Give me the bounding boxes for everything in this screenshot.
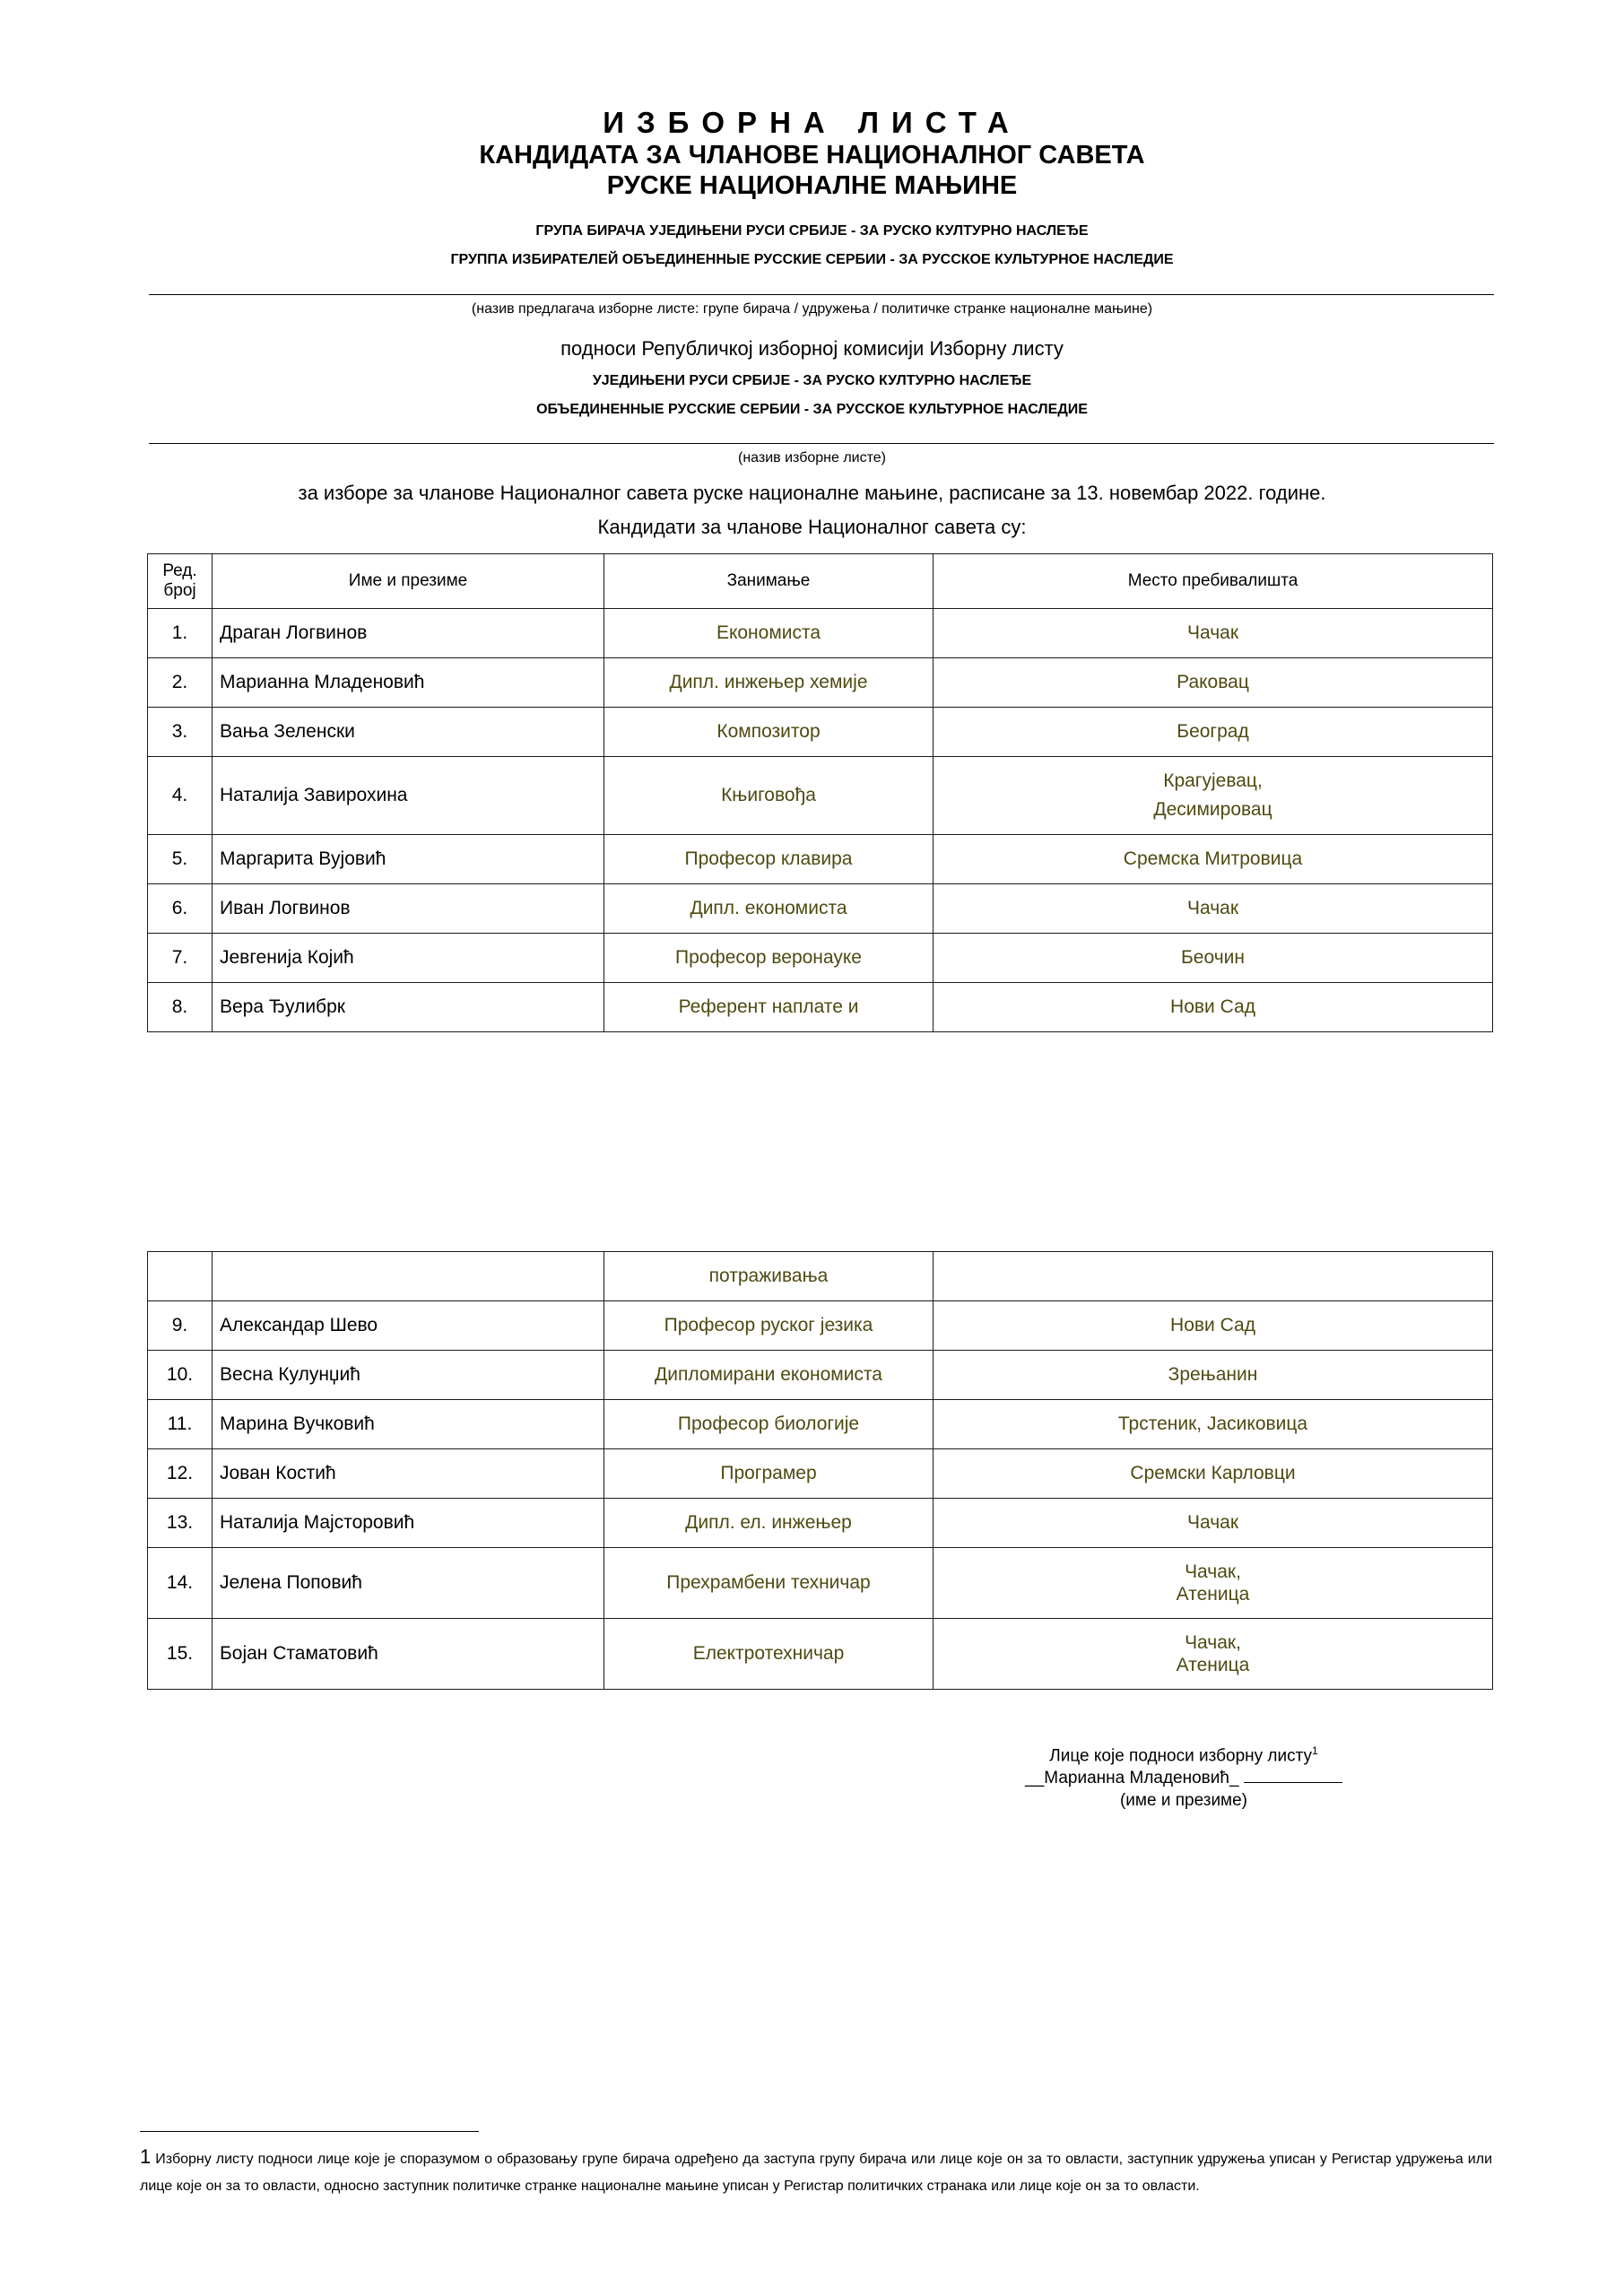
- row-name: Јелена Поповић: [213, 1548, 604, 1619]
- table-row: [148, 1449, 1493, 1499]
- document-subtitle-line-2: РУСКЕ НАЦИОНАЛНЕ МАЊИНЕ: [606, 171, 1018, 200]
- proposer-caption: (назив предлагача изборне листе: групе бирача / удружења / политичке странке националне мањине): [471, 301, 1153, 317]
- table-row: [148, 1400, 1493, 1449]
- row-occupation: Професор веронауке: [604, 934, 934, 983]
- continuation-empty-name: [213, 1252, 604, 1301]
- footnote-number: 1: [140, 2145, 152, 2168]
- table-row: [148, 835, 1493, 884]
- table-row: [148, 757, 1493, 835]
- signature-label-text: Лице које подноси изборну листу: [1049, 1746, 1313, 1766]
- row-number: 5.: [148, 835, 213, 884]
- row-number: 12.: [148, 1449, 213, 1499]
- row-residence: Беочин: [934, 934, 1493, 983]
- table-row: [148, 609, 1493, 658]
- footnote-text: Изборну листу подноси лице које је споразумом о образовању групе бирача одређено да заступа групу бирача или лице које он за то овласти, заступник удружења уписан у Регистар удружења или лице које он за то овласти, односно заступник политичке странке националне мањине уписан у Регистар политичких странака или лице које он за то овласти.: [140, 2152, 1493, 2194]
- list-name-caption: (назив изборне листе): [738, 450, 886, 465]
- row-number: 10.: [148, 1351, 213, 1400]
- table-row: [148, 1499, 1493, 1548]
- row-name: Иван Логвинов: [213, 884, 604, 934]
- row-number: 2.: [148, 658, 213, 708]
- row-number: 4.: [148, 757, 213, 835]
- signature-name-line: [995, 1767, 1372, 1789]
- row-name: Драган Логвинов: [213, 609, 604, 658]
- header-name: Име и презиме: [213, 554, 604, 609]
- row-residence: [934, 757, 1493, 835]
- table-row: [148, 884, 1493, 934]
- row-residence-line-2: Десимировац: [1153, 799, 1272, 820]
- header-residence: Место пребивалишта: [934, 554, 1493, 609]
- row-residence: Чачак: [934, 884, 1493, 934]
- list-name-serbian: УЈЕДИЊЕНИ РУСИ СРБИЈЕ - ЗА РУСКО КУЛТУРНО НАСЛЕЂЕ: [592, 373, 1032, 388]
- table-continuation-row: [148, 1252, 1493, 1301]
- table-row: [148, 658, 1493, 708]
- row-occupation: Професор биологије: [604, 1400, 934, 1449]
- signature-footnote-ref: 1: [1312, 1744, 1318, 1757]
- submission-text: подноси Републичкој изборној комисији Изборну листу: [560, 337, 1064, 360]
- row-residence: Трстеник, Јасиковица: [934, 1400, 1493, 1449]
- row-occupation: Професор руског језика: [604, 1301, 934, 1351]
- row-number: 9.: [148, 1301, 213, 1351]
- row-name: Јован Костић: [213, 1449, 604, 1499]
- row-number: 15.: [148, 1619, 213, 1690]
- row-residence: Нови Сад: [934, 1301, 1493, 1351]
- signature-caption: (име и презиме): [1119, 1791, 1248, 1811]
- row-residence-line-2: Атеница: [1176, 1584, 1250, 1605]
- row-residence: Нови Сад: [934, 983, 1493, 1032]
- row-residence: Сремски Карловци: [934, 1449, 1493, 1499]
- signature-underline: [1244, 1782, 1342, 1783]
- candidates-table-part-1: [147, 553, 1493, 1032]
- row-number: 7.: [148, 934, 213, 983]
- row-residence: Зрењанин: [934, 1351, 1493, 1400]
- row-occupation: Електротехничар: [604, 1619, 934, 1690]
- row-occupation: Професор клавира: [604, 835, 934, 884]
- row-occupation: Композитор: [604, 708, 934, 757]
- row-residence-line-1: Чачак,: [1185, 1561, 1241, 1582]
- row-residence: [934, 1619, 1493, 1690]
- header-number-line-2: број: [163, 581, 196, 600]
- header-occupation: Занимање: [604, 554, 934, 609]
- table-row: [148, 1301, 1493, 1351]
- election-text: за изборе за чланове Националног савета руске националне мањине, расписане за 13. новембар 2022. године.: [298, 482, 1326, 504]
- row-name: Весна Кулунџић: [213, 1351, 604, 1400]
- continuation-occupation: потраживања: [604, 1252, 934, 1301]
- row-name: Бојан Стаматовић: [213, 1619, 604, 1690]
- proposer-name-russian: ГРУППА ИЗБИРАТЕЛЕЙ ОБЪЕДИНЕННЫЕ РУССКИЕ СЕРБИИ - ЗА РУССКОЕ КУЛЬТУРНОЕ НАСЛЕДИЕ: [450, 252, 1174, 267]
- row-residence: Раковац: [934, 658, 1493, 708]
- row-occupation: Економиста: [604, 609, 934, 658]
- table-row: [148, 1548, 1493, 1619]
- table-header-row: [148, 554, 1493, 609]
- header-number-line-1: Ред.: [162, 561, 197, 580]
- row-occupation: Референт наплате и: [604, 983, 934, 1032]
- row-residence-line-1: Крагујевац,: [1163, 770, 1263, 791]
- proposer-name-serbian: ГРУПА БИРАЧА УЈЕДИЊЕНИ РУСИ СРБИЈЕ - ЗА РУСКО КУЛТУРНО НАСЛЕЂЕ: [535, 223, 1089, 239]
- list-name-divider: [149, 443, 1494, 444]
- document-title: ИЗБОРНА ЛИСТА: [603, 106, 1021, 139]
- row-residence: [934, 1548, 1493, 1619]
- table-row: [148, 1351, 1493, 1400]
- header-number: [148, 554, 213, 609]
- row-name: Вера Ђулибрк: [213, 983, 604, 1032]
- row-occupation: Дипломирани економиста: [604, 1351, 934, 1400]
- row-name: Маргарита Вујовић: [213, 835, 604, 884]
- row-name: Марианна Младеновић: [213, 658, 604, 708]
- row-name: Наталија Завирохина: [213, 757, 604, 835]
- table-row: [148, 934, 1493, 983]
- row-name: Александар Шево: [213, 1301, 604, 1351]
- candidates-table-part-2: [147, 1251, 1493, 1690]
- table-row: [148, 1619, 1493, 1690]
- continuation-empty-residence: [934, 1252, 1493, 1301]
- row-number: 3.: [148, 708, 213, 757]
- continuation-empty-number: [148, 1252, 213, 1301]
- row-residence: Сремска Митровица: [934, 835, 1493, 884]
- row-residence: Чачак: [934, 1499, 1493, 1548]
- table-row: [148, 708, 1493, 757]
- signature-name: __Марианна Младеновић_: [1025, 1769, 1239, 1788]
- row-number: 6.: [148, 884, 213, 934]
- row-residence: Београд: [934, 708, 1493, 757]
- row-residence-line-2: Атеница: [1176, 1655, 1250, 1675]
- footnote-separator: [140, 2131, 479, 2132]
- signature-block: [995, 1740, 1372, 1812]
- row-occupation: Прехрамбени техничар: [604, 1548, 934, 1619]
- row-number: 14.: [148, 1548, 213, 1619]
- row-residence: Чачак: [934, 609, 1493, 658]
- row-number: 8.: [148, 983, 213, 1032]
- row-number: 11.: [148, 1400, 213, 1449]
- row-residence-line-1: Чачак,: [1185, 1632, 1241, 1653]
- document-subtitle-line-1: КАНДИДАТА ЗА ЧЛАНОВЕ НАЦИОНАЛНОГ САВЕТА: [479, 141, 1145, 170]
- table-row: [148, 983, 1493, 1032]
- row-occupation: Дипл. економиста: [604, 884, 934, 934]
- row-name: Вања Зеленски: [213, 708, 604, 757]
- proposer-divider: [149, 294, 1494, 295]
- row-occupation: Дипл. инжењер хемије: [604, 658, 934, 708]
- row-number: 1.: [148, 609, 213, 658]
- candidates-intro: Кандидати за чланове Националног савета су:: [597, 516, 1027, 538]
- signature-label: [995, 1740, 1372, 1767]
- row-name: Наталија Мајсторовић: [213, 1499, 604, 1548]
- row-occupation: Књиговођа: [604, 757, 934, 835]
- row-name: Марина Вучковић: [213, 1400, 604, 1449]
- row-occupation: Дипл. ел. инжењер: [604, 1499, 934, 1548]
- list-name-russian: ОБЪЕДИНЕННЫЕ РУССКИЕ СЕРБИИ - ЗА РУССКОЕ КУЛЬТУРНОЕ НАСЛЕДИЕ: [536, 402, 1088, 417]
- row-name: Јевгенија Којић: [213, 934, 604, 983]
- row-occupation: Програмер: [604, 1449, 934, 1499]
- footnote: [140, 2144, 1492, 2200]
- row-number: 13.: [148, 1499, 213, 1548]
